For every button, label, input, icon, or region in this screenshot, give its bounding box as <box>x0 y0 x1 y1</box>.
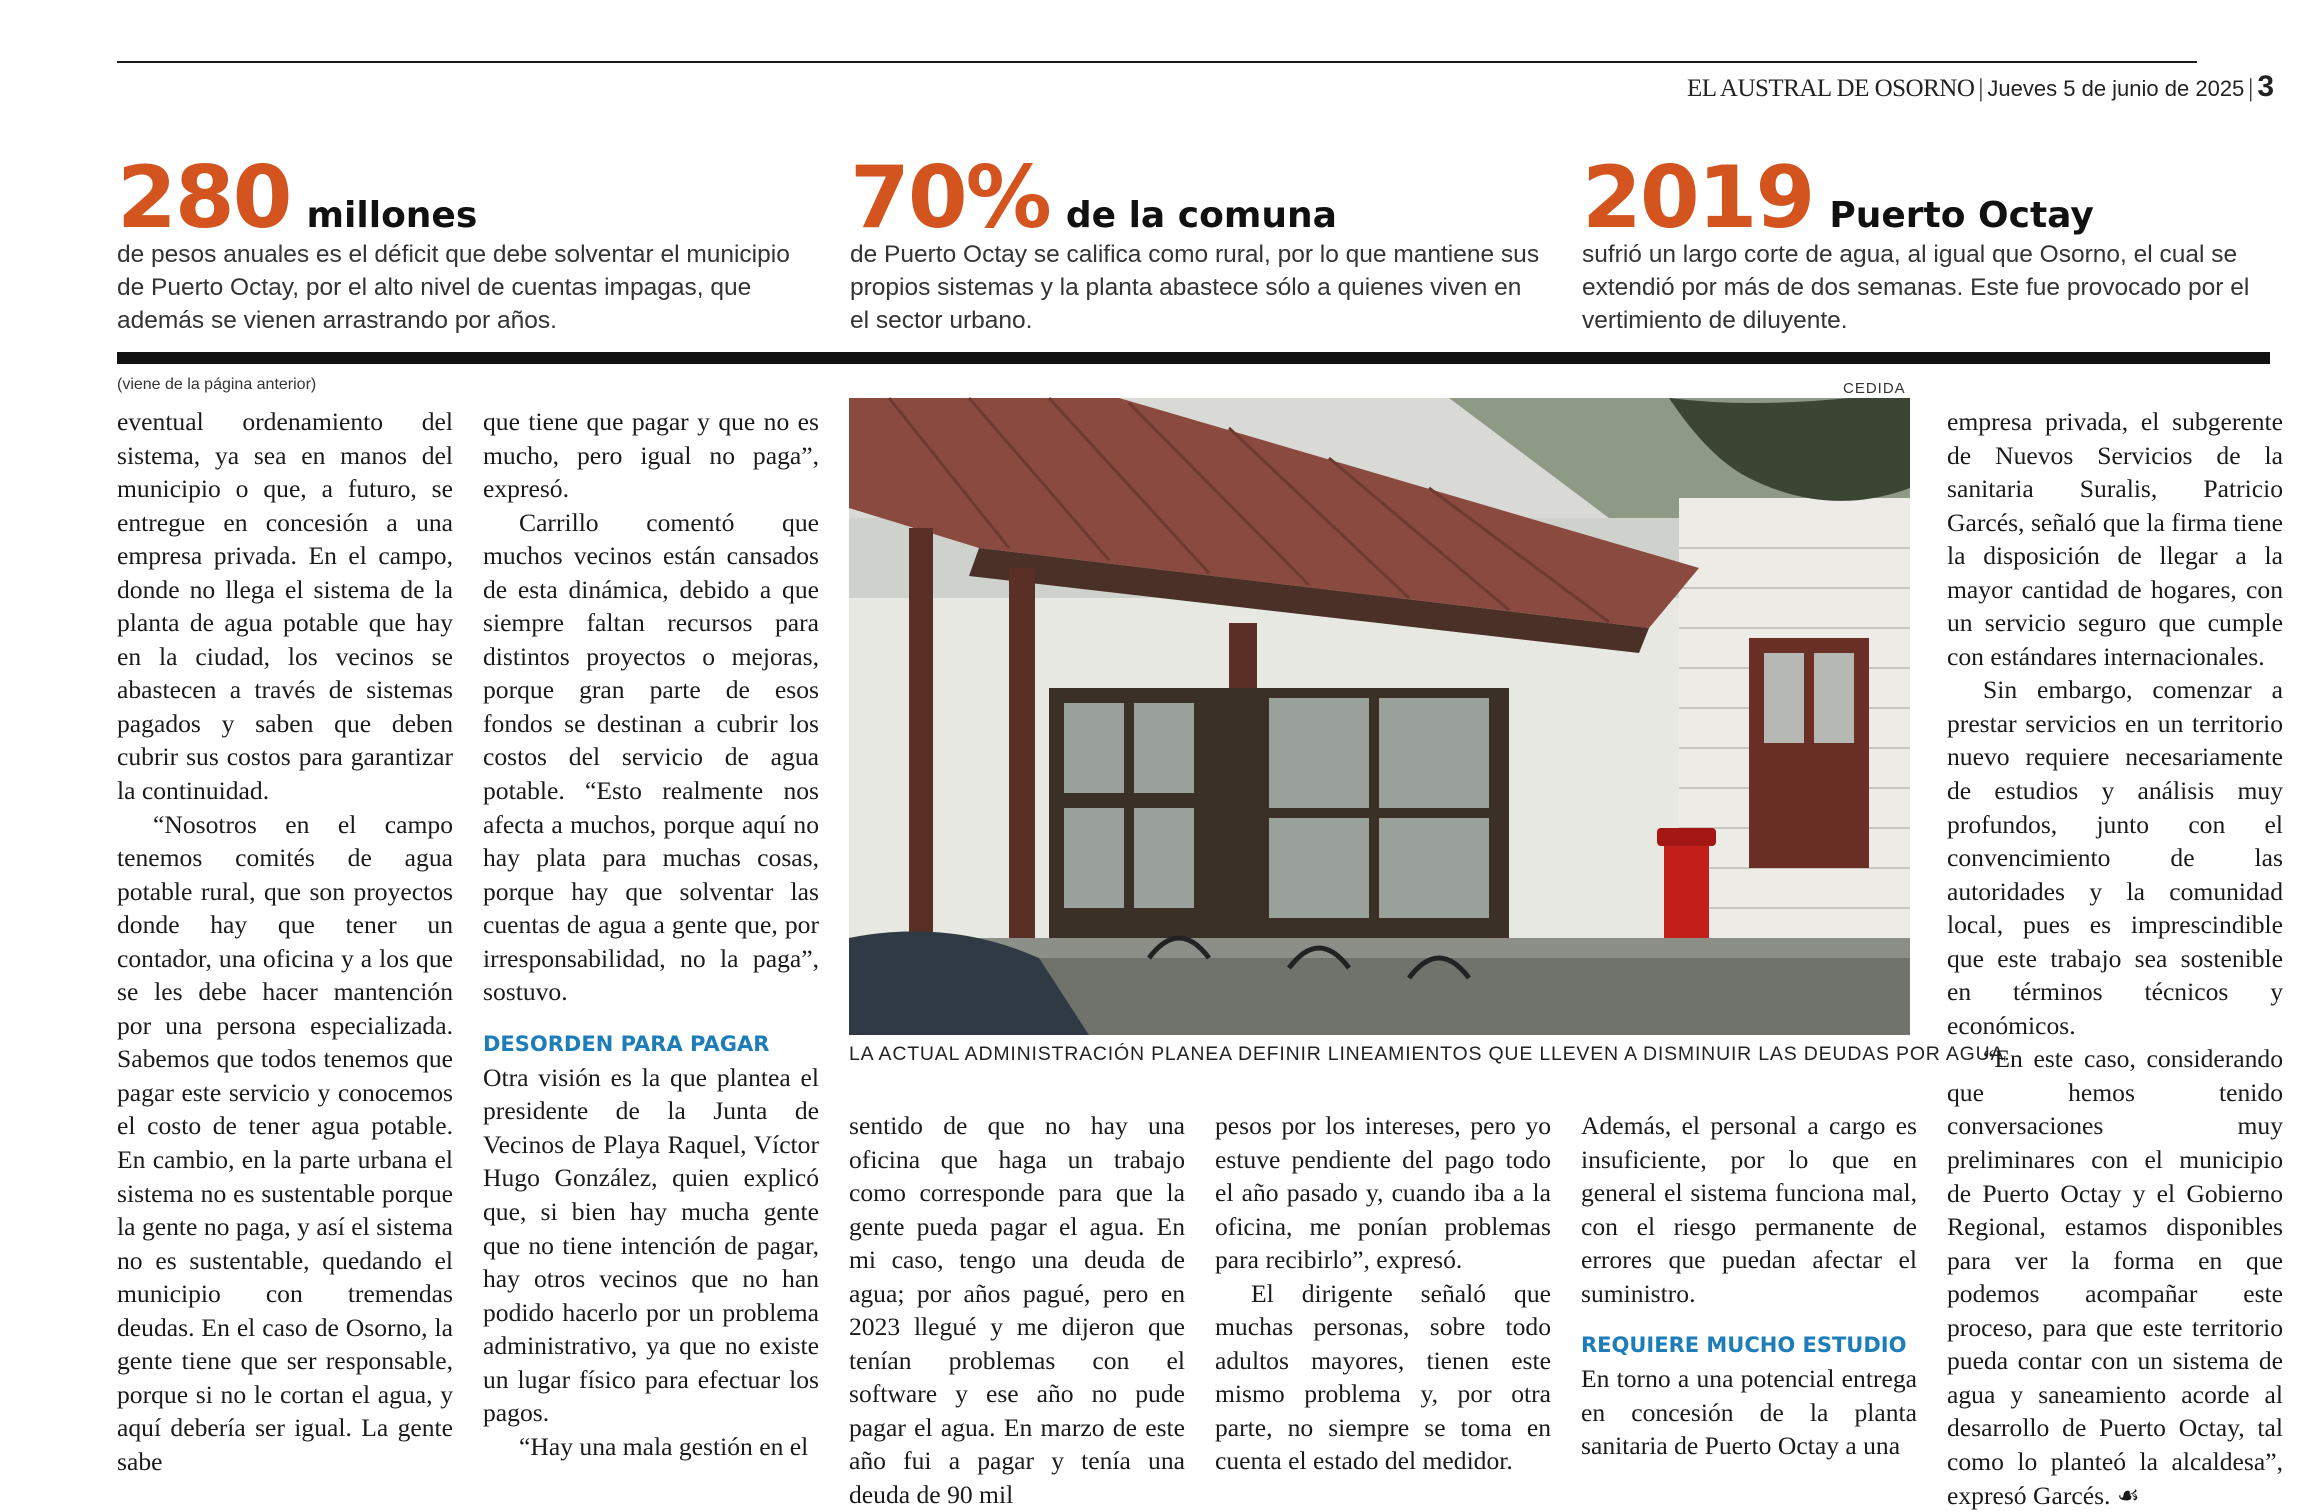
paragraph: sentido de que no hay una oficina que haga un trabajo como corresponde para que la gente pueda pagar el agua. En mi caso, tengo una deuda de agua; por años pagué, pero en 2023 llegué y me dijeron que tenían problemas con el software y ese año no pude pagar el agua. En marzo de este año fui a pagar y tenía una deuda de 90 mil <box>849 1111 1185 1510</box>
publication-name: EL AUSTRAL DE OSORNO <box>1686 75 1975 102</box>
stat-number: 70% <box>850 148 1050 248</box>
stat-block-2019 <box>1582 150 2272 337</box>
building-illustration <box>849 398 1910 1035</box>
section-divider <box>117 352 2270 364</box>
photo-caption: LA ACTUAL ADMINISTRACIÓN PLANEA DEFINIR LINEAMIENTOS QUE LLEVEN A DISMINUIR LAS DEUDAS POR AGUA. <box>849 1043 2011 1065</box>
paragraph: “Nosotros en el campo tenemos comités de agua potable rural, que son proyectos donde hay que tener un contador, una oficina y a los que se les debe hacer mantención por una persona especializada. Sabemos que todos tenemos que pagar este servicio y conocemos el costo de tener agua potable. En cambio, en la parte urbana el sistema no es sustentable porque la gente no paga, y así el sistema no es sustentable, quedando el municipio con tremendas deudas. En el caso de Osorno, la gente tiene que ser responsable, porque si no le cortan el agua, y aquí debería ser igual. La gente sabe <box>117 809 453 1476</box>
article-column-6 <box>1947 405 2283 1512</box>
stat-label: Puerto Octay <box>1829 195 2094 236</box>
article-column-2 <box>483 405 819 1463</box>
stat-number: 2019 <box>1582 148 1814 248</box>
paragraph-text: “En este caso, considerando que hemos tenido conversaciones muy preliminares con el municipio de Puerto Octay y el Gobierno Regional, estamos disponibles para ver la forma en que podemos acompañar este proceso, para que este territorio pueda contar con un sistema de agua y saneamiento acorde al desarrollo de Puerto Octay, tal como lo planteó la alcaldesa”, expresó Garcés. <box>1947 1044 2283 1510</box>
stat-description: de pesos anuales es el déficit que debe solventar el municipio de Puerto Octay, por el alto nivel de cuentas impagas, que además se vienen arrastrando por años. <box>117 241 790 334</box>
article-column-3 <box>849 1109 1185 1512</box>
paragraph: empresa privada, el subgerente de Nuevos Servicios de la sanitaria Suralis, Patricio Garcés, señaló que la firma tiene la disposición de llegar a la mayor cantidad de hogares, con un servicio seguro que cumple con estándares internacionales. <box>1947 407 2283 671</box>
stat-block-deficit <box>117 150 807 337</box>
article-column-5 <box>1581 1109 1917 1463</box>
continued-note: (viene de la página anterior) <box>117 376 317 393</box>
paragraph: que tiene que pagar y que no es mucho, pero igual no paga”, expresó. <box>483 407 819 504</box>
paragraph: Sin embargo, comenzar a prestar servicios en un territorio nuevo requiere necesariamente de estudios y análisis muy profundos, junto con el convencimiento de las autoridades y la comunidad local, pues es imprescindible que este trabajo sea sostenible en términos técnicos y económicos. <box>1947 675 2283 1040</box>
paragraph: Además, el personal a cargo es insuficiente, por lo que en general el sistema funciona mal, con el riesgo permanente de errores que puedan afectar el suministro. <box>1581 1111 1917 1308</box>
stat-description: sufrió un largo corte de agua, al igual que Osorno, el cual se extendió por más de dos semanas. Este fue provocado por el vertimiento de diluyente. <box>1582 241 2250 334</box>
paragraph: El dirigente señaló que muchas personas, sobre todo adultos mayores, tienen este mismo problema y, por otra parte, no siempre se toma en cuenta el estado del medidor. <box>1215 1278 1551 1476</box>
paragraph <box>1947 1042 2283 1512</box>
article-column-4 <box>1215 1109 1551 1478</box>
stat-number: 280 <box>117 148 291 248</box>
header-separator: | <box>2248 75 2254 102</box>
stat-label: millones <box>306 195 478 236</box>
stat-description: de Puerto Octay se califica como rural, por lo que mantiene sus propios sistemas y la planta abastece sólo a quienes viven en el sector urbano. <box>850 241 1540 334</box>
paragraph: En torno a una potencial entrega en concesión de la planta sanitaria de Puerto Octay a una <box>1581 1364 1917 1461</box>
end-mark-icon: ☙ <box>2116 1480 2140 1510</box>
page-header <box>1687 70 2274 104</box>
top-rule <box>117 61 2197 63</box>
paragraph: eventual ordenamiento del sistema, ya sea en manos del municipio o que, a futuro, se entregue en concesión a una empresa privada. En el campo, donde no llega el sistema de la planta de agua potable que hay en la ciudad, los vecinos se abastecen a través de sistemas pagados y saben que deben cubrir sus costos para garantizar la continuidad. <box>117 407 453 806</box>
subheading: DESORDEN PARA PAGAR <box>483 1031 770 1056</box>
article-column-1 <box>117 405 453 1479</box>
photo-credit: CEDIDA <box>1843 380 1906 397</box>
article-photo <box>849 398 1910 1035</box>
stat-block-rural <box>850 150 1540 337</box>
page-number: 3 <box>2257 70 2274 103</box>
paragraph: “Hay una mala gestión en el <box>519 1431 809 1461</box>
issue-date: Jueves 5 de junio de 2025 <box>1987 76 2245 101</box>
header-separator: | <box>1978 75 1984 102</box>
stat-label: de la comuna <box>1065 195 1337 236</box>
paragraph: Otra visión es la que plantea el presidente de la Junta de Vecinos de Playa Raquel, Víctor Hugo González, quien explicó que, si bien hay mucha gente que no tiene intención de pagar, hay otros vecinos que no han podido hacerlo por un problema administrativo, ya que no existe un lugar físico para efectuar los pagos. <box>483 1062 819 1428</box>
paragraph: pesos por los intereses, pero yo estuve pendiente del pago todo el año pasado y, cuando iba a la oficina, me ponían problemas para recibirlo”, expresó. <box>1215 1111 1551 1275</box>
subheading: REQUIERE MUCHO ESTUDIO <box>1581 1333 1907 1358</box>
paragraph: Carrillo comentó que muchos vecinos están cansados de esta dinámica, debido a que siempre faltan recursos para distintos proyectos o mejoras, porque gran parte de esos fondos se destinan a cubrir los costos del servicio de agua potable. “Esto realmente nos afecta a muchos, porque aquí no hay plata para muchas cosas, porque hay que solventar las cuentas de agua a gente que, por irresponsabilidad, no la paga”, sostuvo. <box>483 507 819 1007</box>
